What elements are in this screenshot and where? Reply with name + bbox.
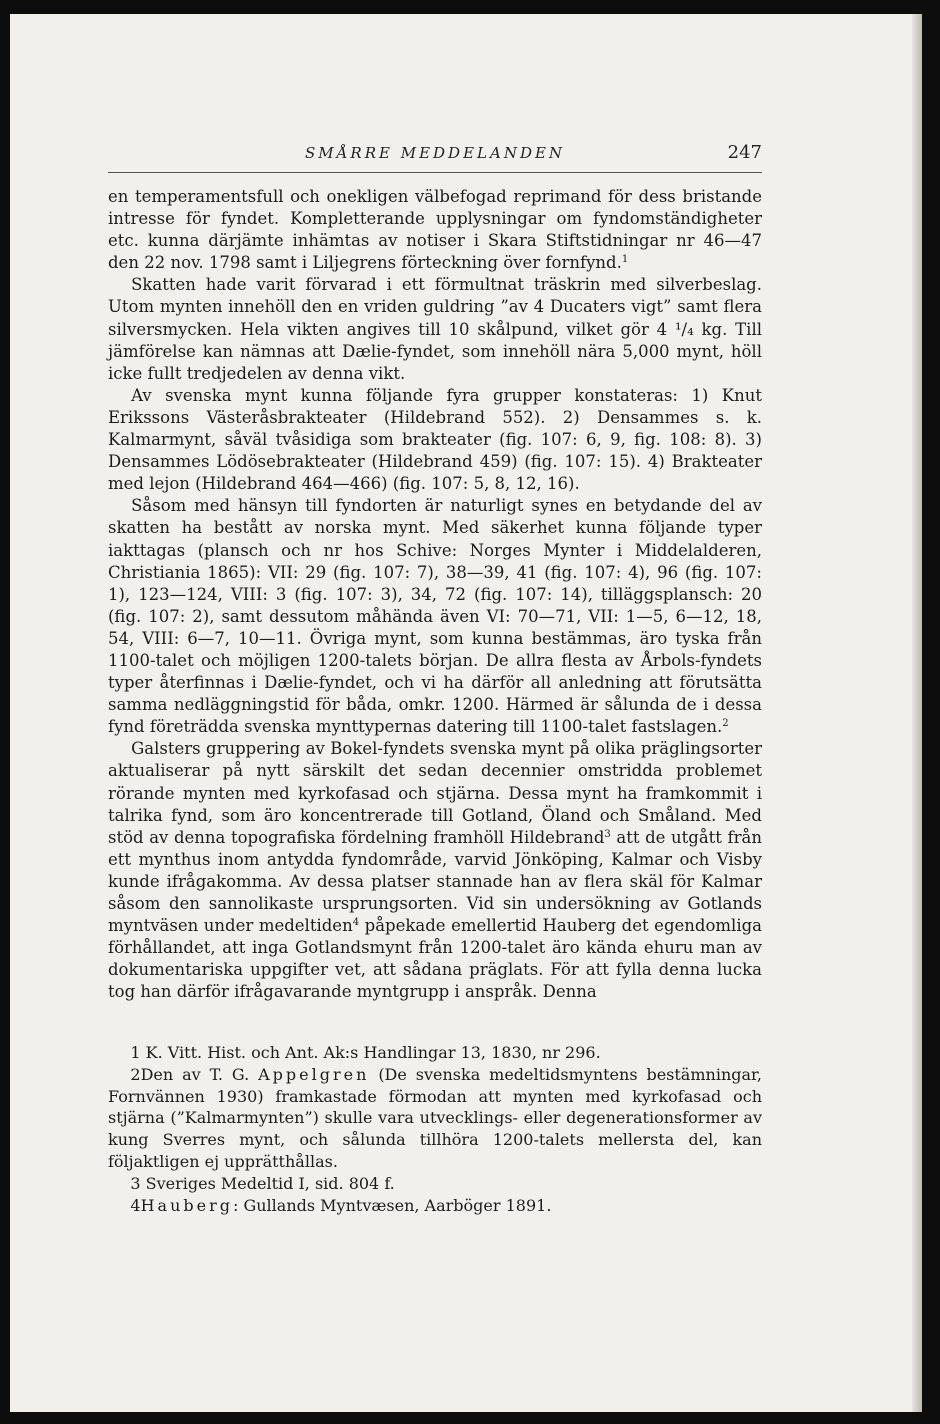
body-text: [108, 186, 762, 1003]
page-number: 247: [727, 142, 762, 163]
footnote-2: [108, 1064, 762, 1173]
page-header: [108, 134, 762, 173]
footnote-ref-3: 3: [604, 828, 611, 840]
paragraph-5-text-c: påpekade emellertid Hauberg det egendomliga förhållandet, att inga Gotlandsmynt från 1200-talet äro kända ehuru man av dokumentariska uppgifter vet, att sådana präglats. För att fylla denna lucka tog han därför ifrågavarande myntgrupp i anspråk. Denna: [108, 916, 762, 1002]
footnote-3-marker: 3: [130, 1173, 141, 1193]
footnote-2-marker: 2: [130, 1064, 141, 1084]
footnote-2-text: (De svenska medeltidsmyntens bestämningar, Fornvännen 1930) framkastade förmodan att mynten med kyrkofasad och stjärna (”Kalmarmynten”) skulle vara utvecklings- eller degenerationsformer av kung Sverres mynt, och sålunda tillhöra 1200-talets mellersta del, kan följaktligen ej upprätthållas.: [108, 1064, 762, 1171]
footnote-4-marker: 4: [130, 1195, 141, 1215]
footnote-3-text: Sveriges Medeltid I, sid. 804 f.: [140, 1173, 395, 1193]
footnote-2-text-pre: Den av T. G.: [140, 1064, 259, 1084]
paragraph-5-text-a: Galsters gruppering av Bokel-fyndets svenska mynt på olika präglingsorter aktualiserar på nytt särskilt det sedan decennier omstridda problemet rörande mynten med kyrkofasad och stjärna. Dessa mynt ha framkommit i talrika fynd, som äro koncentrerade till Gotland, Öland och Småland. Med stöd av denna topografiska fördelning framhöll Hildebrand: [108, 739, 762, 847]
footnote-1-text: K. Vitt. Hist. och Ant. Ak:s Handlingar 13, 1830, nr 296.: [140, 1043, 601, 1062]
paragraph-3: Av svenska mynt kunna följande fyra grupper konstateras: 1) Knut Erikssons Västeråsbrakteater (Hildebrand 552). 2) Densammes s. k. Kalmarmynt, såväl tvåsidiga som brakteater (fig. 107: 6, 9, fig. 108: 8). 3) Densammes Lödösebrakteater (Hildebrand 459) (fig. 107: 15). 4) Brakteater med lejon (Hildebrand 464—466) (fig. 107: 5, 8, 12, 16).: [108, 385, 762, 494]
footnote-4: [108, 1195, 762, 1217]
footnote-ref-4: 4: [352, 917, 360, 929]
footnote-ref-1: 1: [621, 254, 629, 266]
paragraph-5: [108, 738, 762, 1003]
page-edge-shadow: [912, 14, 922, 1412]
footnote-4-author: Hauberg: [140, 1195, 233, 1215]
footnotes: [108, 1042, 762, 1216]
footnote-1-marker: 1: [130, 1043, 141, 1062]
document-page: [10, 14, 922, 1412]
running-title: SMÅRRE MEDDELANDEN: [304, 144, 566, 162]
paragraph-4-text: Såsom med hänsyn till fyndorten är naturligt synes en betydande del av skatten ha bestått av norska mynt. Med säkerhet kunna följande typer iakttagas (plansch och nr hos Schive: Norges Mynter i Middelalderen, Christiania 1865): VII: 29 (fig. 107: 7), 38—39, 41 (fig. 107: 4), 96 (fig. 107: 1), 123—124, VIII: 3 (fig. 107: 3), 34, 72 (fig. 107: 14), tilläggsplansch: 20 (fig. 107: 2), samt dessutom måhända även VI: 70—71, VII: 1—5, 6—12, 18, 54, VIII: 6—7, 10—11. Övriga mynt, som kunna bestämmas, äro tyska från 1100-talet och möjligen 1200-talets början. De allra flesta av Årbols-fyndets typer återfinnas i Dælie-fyndet, och vi ha därför all anledning att förutsätta samma nedläggningstid för båda, omkr. 1200. Härmed är sålunda de i dessa fynd företrädda svenska mynttypernas datering till 1100-talet fastslagen.: [108, 496, 762, 737]
footnote-1: [108, 1042, 762, 1064]
paragraph-1: [108, 186, 762, 274]
footnote-2-author: Appelgren: [258, 1064, 370, 1084]
footnote-3: [108, 1173, 762, 1195]
paragraph-5-text-b: att de utgått från ett mynthus inom antydda fyndområde, varvid Jönköping, Kalmar och Visby kunde ifrågakomma. Av dessa platser stannade han av flera skäl för Kalmar såsom den sannolikaste ursprungsorten. Vid sin undersökning av Gotlands myntväsen under medeltiden: [108, 827, 762, 936]
footnote-4-text: : Gullands Myntvæsen, Aarböger 1891.: [232, 1195, 552, 1215]
paragraph-2: Skatten hade varit förvarad i ett förmultnat träskrin med silverbeslag. Utom mynten innehöll den en vriden guldring ”av 4 Ducaters vigt” samt flera silversmycken. Hela vikten angives till 10 skålpund, vilket gör 4 ¹/₄ kg. Till jämförelse kan nämnas att Dælie-fyndet, som innehöll nära 5,000 mynt, höll icke fullt tredjedelen av denna vikt.: [108, 275, 762, 383]
paragraph-4: [108, 495, 762, 738]
paragraph-1-text: en temperamentsfull och onekligen välbefogad reprimand för dess bristande intresse för fyndet. Kompletterande upplysningar om fyndomständigheter etc. kunna därjämte inhämtas av notiser i Skara Stiftstidningar nr 46—47 den 22 nov. 1798 samt i Liljegrens förteckning över fornfynd.: [108, 187, 762, 273]
footnote-ref-2: 2: [722, 718, 729, 730]
